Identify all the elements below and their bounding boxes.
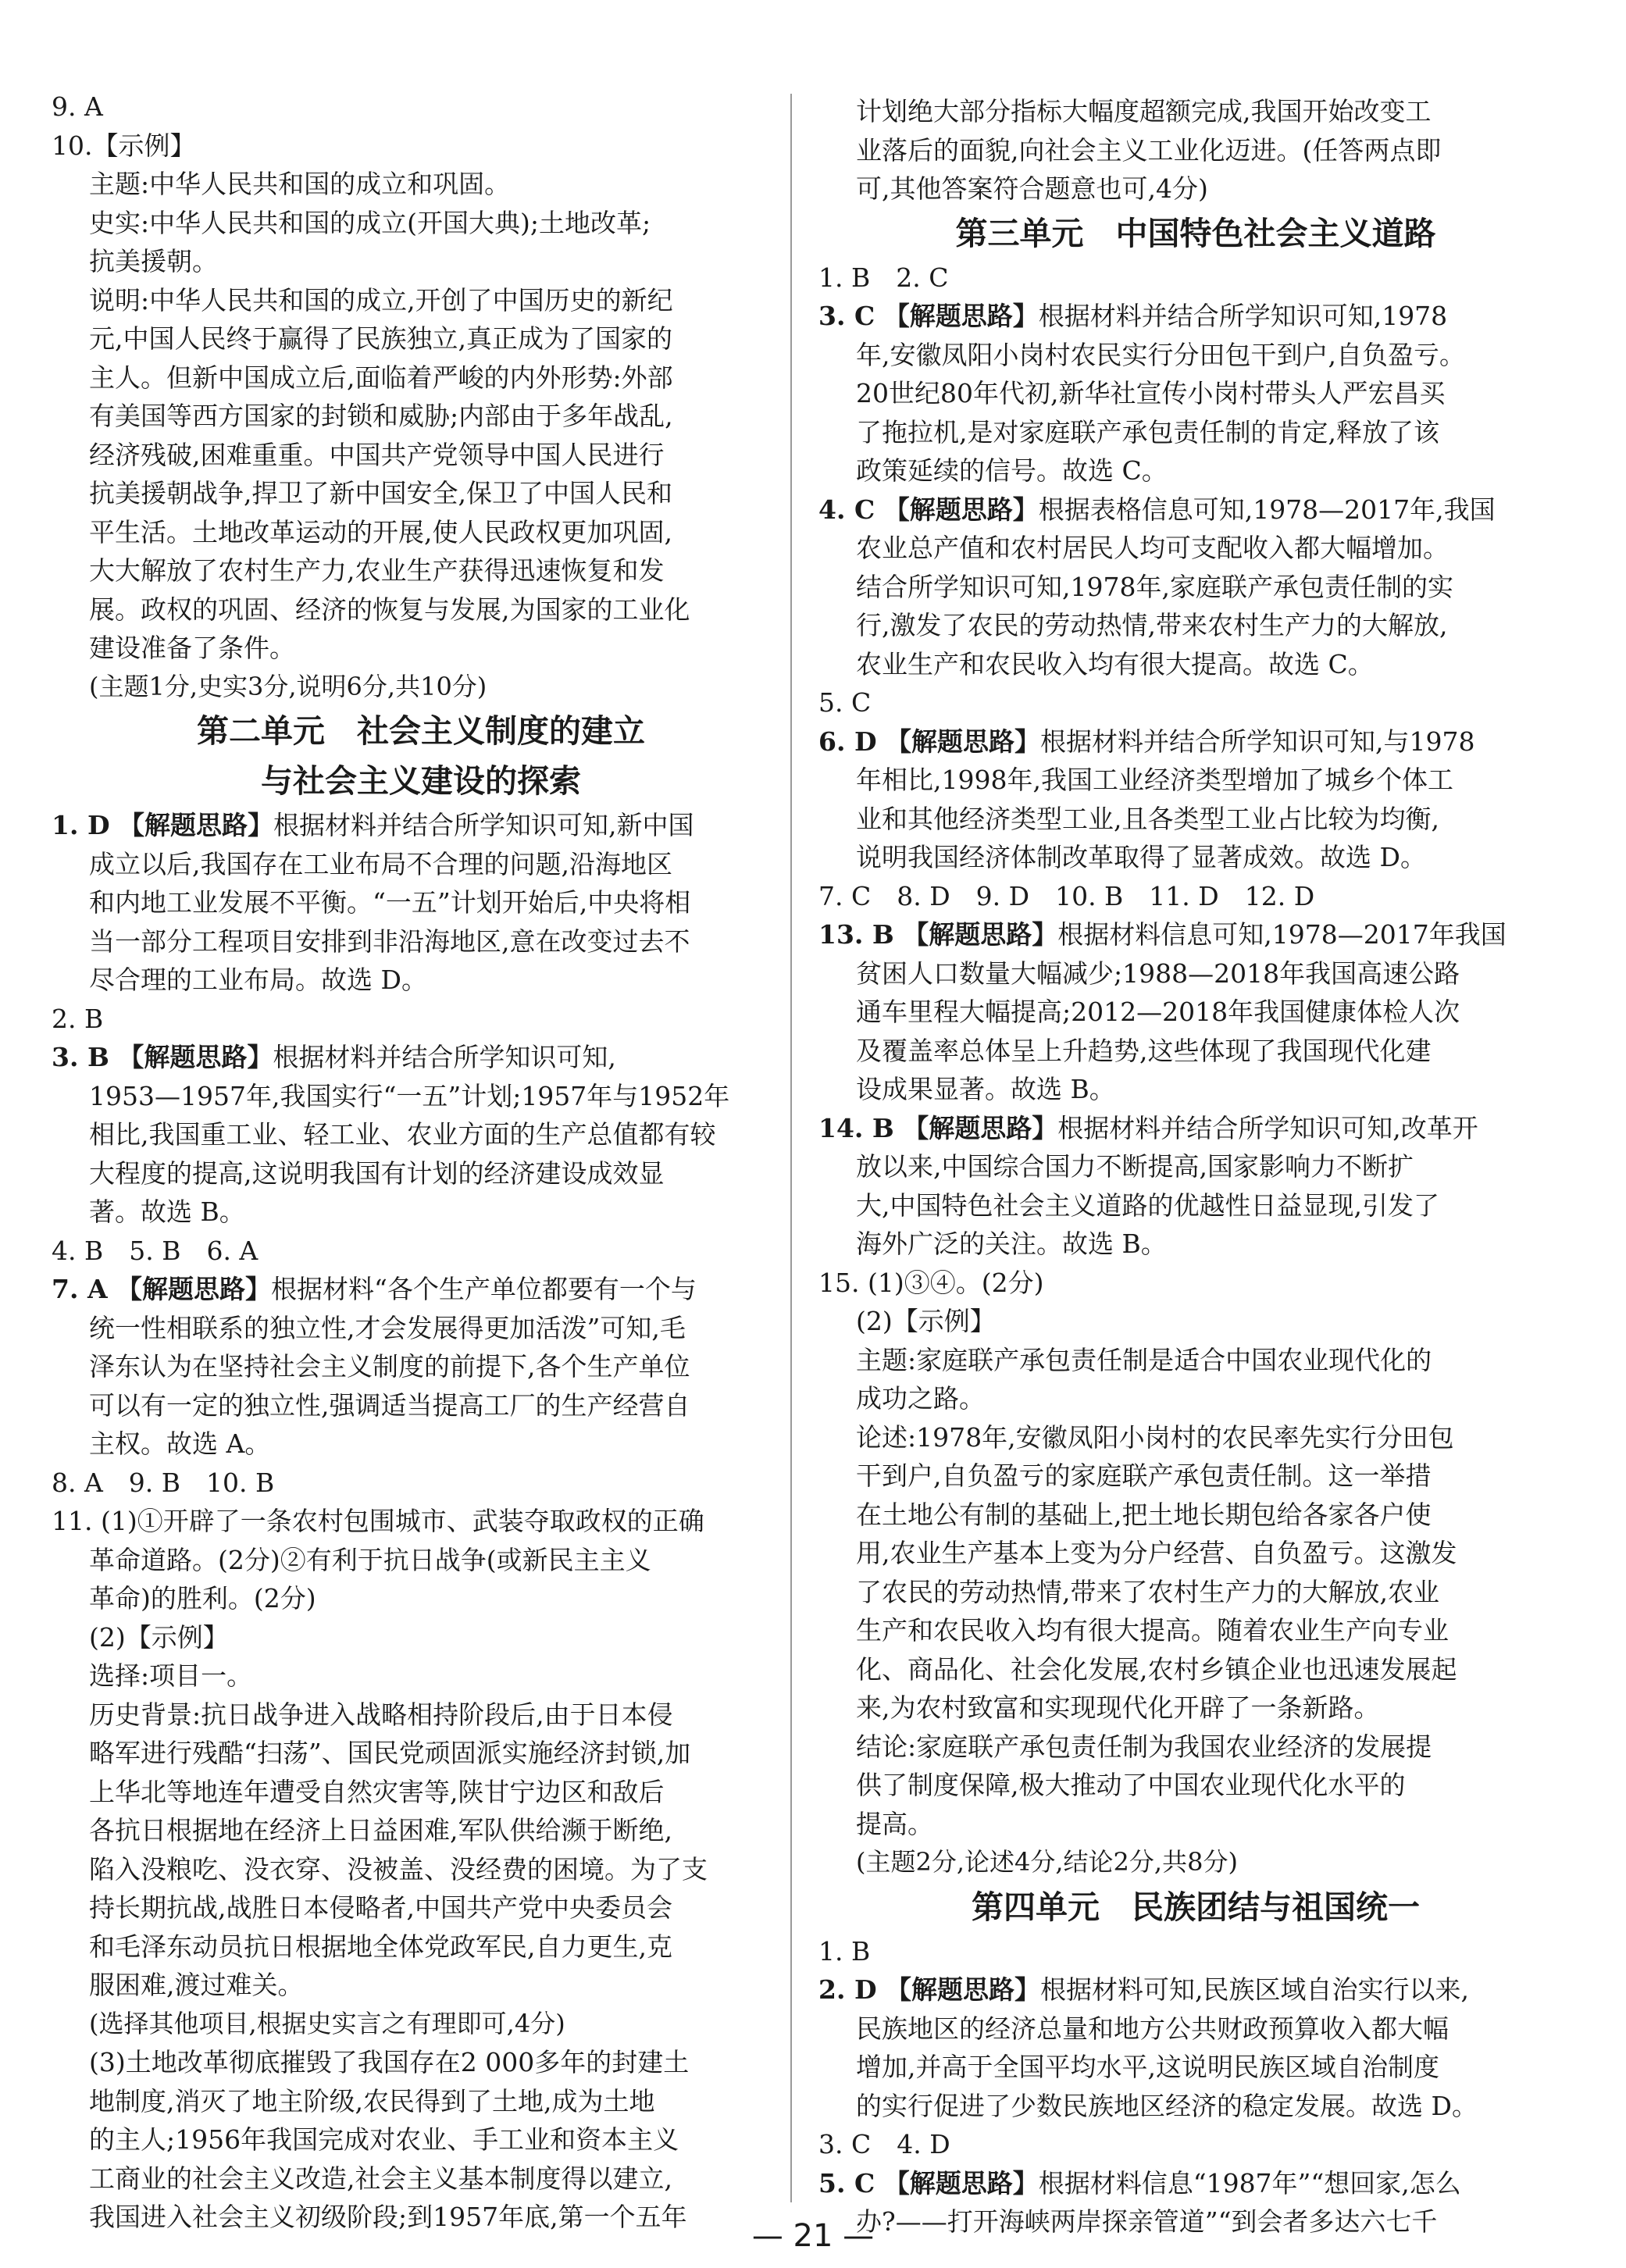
answer-line: 1. B [818,1935,871,1967]
answer-line: 工商业的社会主义改造,社会主义基本制度得以建立, [89,2163,672,2194]
answer-line: 政策延续的信号。故选 C。 [856,455,1168,486]
answer-line: 略军进行残酷“扫荡”、国民党顽固派实施经济封锁,加 [89,1738,691,1768]
answer-line: 民族地区的经济总量和地方公共财政预算收入都大幅 [856,2013,1449,2044]
answer-text: 根据材料并结合所学知识可知,1978 [1038,301,1448,331]
answer-line: 持长期抗战,战胜日本侵略者,中国共产党中央委员会 [89,1892,672,1923]
answer-line: 我国进入社会主义初级阶段;到1957年底,第一个五年 [89,2202,687,2232]
answer-line: 论述:1978年,安徽凤阳小岗村的农民率先实行分田包 [856,1421,1454,1453]
answer-line: 及覆盖率总体呈上升趋势,这些体现了我国现代化建 [856,1035,1432,1066]
answer-line: 1953—1957年,我国实行“一五”计划;1957年与1952年 [89,1080,730,1111]
answer-line: 15. (1)③④。(2分) [818,1267,1044,1298]
answer-line: 计划绝大部分指标大幅度超额完成,我国开始改变工 [856,96,1432,127]
answer-line: 展。政权的巩固、经济的恢复与发展,为国家的工业化 [89,594,690,625]
answer-label: 13. B 【解题思路】 [818,919,1058,950]
answer-line: 有美国等西方国家的封锁和威胁;内部由于多年战乱, [89,401,673,431]
answer-line: 革命道路。(2分)②有利于抗日战争(或新民主主义 [89,1544,651,1575]
answer-line: 的主人;1956年我国完成对农业、手工业和资本主义 [89,2124,679,2155]
answer-line: 8. A 9. B 10. B [52,1467,275,1498]
answer-line: 主题:家庭联产承包责任制是适合中国农业现代化的 [856,1344,1432,1375]
answer-line: 结论:家庭联产承包责任制为我国农业经济的发展提 [856,1731,1432,1762]
answer-line: (选择其他项目,根据史实言之有理即可,4分) [89,2008,565,2038]
answer-line: 年相比,1998年,我国工业经济类型增加了城乡个体工 [856,765,1453,795]
answer-text: 根据材料并结合所学知识可知,与1978 [1040,726,1475,757]
answer-line: 革命)的胜利。(2分) [89,1583,316,1614]
answer-label: 7. A 【解题思路】 [52,1274,272,1304]
answer-line: 可以有一定的独立性,强调适当提高工厂的生产经营自 [89,1389,690,1421]
answer-line: 2. B [52,1003,104,1034]
unit-heading: 第二单元 社会主义制度的建立 [197,712,645,750]
answer-label: 3. C 【解题思路】 [818,301,1039,331]
column-divider [790,94,792,2202]
answer-line: 大,中国特色社会主义道路的优越性日益显现,引发了 [856,1189,1439,1221]
answer-line: (2)【示例】 [89,1621,229,1653]
answer-line: (主题2分,论述4分,结论2分,共8分) [856,1847,1238,1877]
answer-line: 主人。但新中国成立后,面临着严峻的内外形势:外部 [89,362,673,393]
answer-line: 10.【示例】 [52,130,196,161]
right-column [818,92,1573,2241]
answer-label: 6. D 【解题思路】 [818,726,1041,757]
page-number: — 21 — [751,2218,875,2254]
answer-line: 抗美援朝。 [89,246,218,276]
answer-line: 业落后的面貌,向社会主义工业化迈进。(任答两点即 [856,134,1442,166]
answer-label: 3. B 【解题思路】 [52,1042,273,1072]
answer-line: 20世纪80年代初,新华社宣传小岗村带头人严宏昌买 [856,378,1446,408]
answer-line: 7. C 8. D 9. D 10. B 11. D 12. D [818,880,1315,911]
answer-line: 11. (1)①开辟了一条农村包围城市、武装夺取政权的正确 [52,1506,704,1536]
answer-line: 9. A [52,91,103,122]
answer-text: 根据材料信息“1987年”“想回家,怎么 [1038,2167,1461,2198]
answer-line [818,1970,1573,2009]
answer-line: 业和其他经济类型工业,且各类型工业占比较为均衡, [856,803,1439,834]
answer-line: 史实:中华人民共和国的成立(开国大典);土地改革; [89,207,651,238]
answer-line: 和毛泽东动员抗日根据地全体党政军民,自力更生,克 [89,1931,672,1962]
answer-line [818,1109,1573,1148]
answer-line: 生产和农民收入均有很大提高。随着农业生产向专业 [856,1615,1449,1646]
answer-line: 增加,并高于全国平均水平,这说明民族区域自治制度 [856,2052,1439,2082]
answer-line: 成功之路。 [856,1383,985,1414]
answer-line: 干到户,自负盈亏的家庭联产承包责任制。这一举措 [856,1460,1432,1491]
answer-text: 根据材料信息可知,1978—2017年我国 [1057,919,1507,950]
answer-line: 可,其他答案符合题意也可,4分) [856,173,1208,204]
answer-line [818,490,1573,530]
answer-text: 根据材料并结合所学知识可知, [273,1042,616,1072]
answer-line: 抗美援朝战争,捍卫了新中国安全,保卫了中国人民和 [89,478,672,508]
answer-line: (主题1分,史实3分,说明6分,共10分) [89,671,487,701]
answer-line: 著。故选 B。 [89,1196,245,1227]
answer-line: 统一性相联系的独立性,才会发展得更加活泼”可知,毛 [89,1312,686,1343]
unit-heading: 第三单元 中国特色社会主义道路 [955,214,1436,252]
answer-text: 根据材料并结合所学知识可知,改革开 [1057,1112,1478,1143]
answer-line: 上华北等地连年遭受自然灾害等,陕甘宁边区和敌后 [89,1776,665,1807]
answer-line: 放以来,中国综合国力不断提高,国家影响力不断扩 [856,1151,1414,1182]
answer-label: 5. C 【解题思路】 [818,2167,1039,2198]
answer-line: 陷入没粮吃、没衣穿、没被盖、没经费的困境。为了支 [89,1853,708,1885]
answer-line [52,1038,790,1077]
answer-line: 尽合理的工业布局。故选 D。 [89,965,427,995]
answer-line [818,915,1573,954]
unit-heading: 第四单元 民族团结与祖国统一 [972,1888,1420,1926]
answer-line: 通车里程大幅提高;2012—2018年我国健康体检人次 [856,997,1460,1027]
answer-line: 主权。故选 A。 [89,1428,271,1459]
answer-text: 根据材料“各个生产单位都要有一个与 [271,1274,697,1304]
answer-line: 元,中国人民终于赢得了民族独立,真正成为了国家的 [89,323,672,354]
answer-line: 了拖拉机,是对家庭联产承包责任制的肯定,释放了该 [856,416,1439,448]
answer-line: 用,农业生产基本上变为分户经营、自负盈亏。这激发 [856,1538,1457,1568]
answer-line: 1. B 2. C [818,262,949,293]
answer-line: 大程度的提高,这说明我国有计划的经济建设成效显 [89,1157,665,1189]
answer-text: 根据材料并结合所学知识可知,新中国 [273,810,694,840]
answer-line: 各抗日根据地在经济上日益困难,军队供给濒于断绝, [89,1815,672,1845]
answer-label: 1. D 【解题思路】 [52,810,274,840]
answer-line [52,806,790,845]
answer-line: 主题:中华人民共和国的成立和巩固。 [89,169,511,199]
answer-line [818,722,1573,761]
left-column [52,87,790,2237]
answer-line: 历史背景:抗日战争进入战略相持阶段后,由于日本侵 [89,1699,673,1730]
answer-line [818,297,1573,336]
answer-line: 来,为农村致富和实现现代化开辟了一条新路。 [856,1692,1380,1723]
answer-line: 经济残破,困难重重。中国共产党领导中国人民进行 [89,439,665,470]
answer-text: 根据表格信息可知,1978—2017年,我国 [1038,494,1496,525]
answer-line: 服困难,渡过难关。 [89,1970,304,2000]
answer-line: 化、商品化、社会化发展,农村乡镇企业也迅速发展起 [856,1653,1457,1685]
answer-line: (2)【示例】 [856,1306,996,1336]
answer-line: 结合所学知识可知,1978年,家庭联产承包责任制的实 [856,571,1453,602]
answer-line: 平生活。土地改革运动的开展,使人民政权更加巩固, [89,516,672,547]
answer-line: 农业总产值和农村居民人均可支配收入都大幅增加。 [856,533,1449,563]
answer-line: 行,激发了农民的劳动热情,带来农村生产力的大解放, [856,610,1448,640]
answer-line: 说明我国经济体制改革取得了显著成效。故选 D。 [856,842,1426,872]
answer-line: 5. C [818,687,872,718]
answer-line [818,2164,1573,2203]
answer-line: 大大解放了农村生产力,农业生产获得迅速恢复和发 [89,555,665,586]
answer-line: 建设准备了条件。 [89,633,295,663]
unit-heading: 与社会主义建设的探索 [261,762,581,800]
answer-line: 了农民的劳动热情,带来了农村生产力的大解放,农业 [856,1576,1439,1607]
answer-label: 4. C 【解题思路】 [818,494,1039,525]
answer-line [52,1270,790,1309]
answer-line: 成立以后,我国存在工业布局不合理的问题,沿海地区 [89,848,672,879]
answer-label: 14. B 【解题思路】 [818,1112,1058,1143]
answer-line: 设成果显著。故选 B。 [856,1074,1115,1104]
answer-line: 泽东认为在坚持社会主义制度的前提下,各个生产单位 [89,1351,690,1382]
answer-line: 相比,我国重工业、轻工业、农业方面的生产总值都有较 [89,1119,716,1150]
answer-label: 2. D 【解题思路】 [818,1974,1041,2005]
answer-line: 选择:项目一。 [89,1660,253,1691]
answer-line: 农业生产和农民收入均有很大提高。故选 C。 [856,648,1374,679]
answer-line: 供了制度保障,极大推动了中国农业现代化水平的 [856,1770,1406,1800]
answer-line: 当一部分工程项目安排到非沿海地区,意在改变过去不 [89,925,690,957]
answer-line: 贫困人口数量大幅减少;1988—2018年我国高速公路 [856,957,1460,989]
answer-line: 办?——打开海峡两岸探亲管道”“到会者多达六七千 [856,2206,1438,2237]
answer-line: 海外广泛的关注。故选 B。 [856,1228,1167,1259]
answer-line: 提高。 [856,1808,933,1839]
answer-line: 在土地公有制的基础上,把土地长期包给各家各户使 [856,1499,1432,1530]
answer-text: 根据材料可知,民族区域自治实行以来, [1040,1974,1470,2005]
answer-line: 和内地工业发展不平衡。“一五”计划开始后,中央将相 [89,887,691,918]
answer-line: 地制度,消灭了地主阶级,农民得到了土地,成为土地 [89,2085,655,2116]
answer-line: 3. C 4. D [818,2129,950,2159]
answer-line: 的实行促进了少数民族地区经济的稳定发展。故选 D。 [856,2090,1478,2121]
answer-line: 年,安徽凤阳小岗村农民实行分田包干到户,自负盈亏。 [856,339,1465,370]
answer-line: (3)土地改革彻底摧毁了我国存在2 000多年的封建土 [89,2047,690,2077]
answer-line: 4. B 5. B 6. A [52,1235,259,1266]
answer-line: 说明:中华人民共和国的成立,开创了中国历史的新纪 [89,284,673,316]
